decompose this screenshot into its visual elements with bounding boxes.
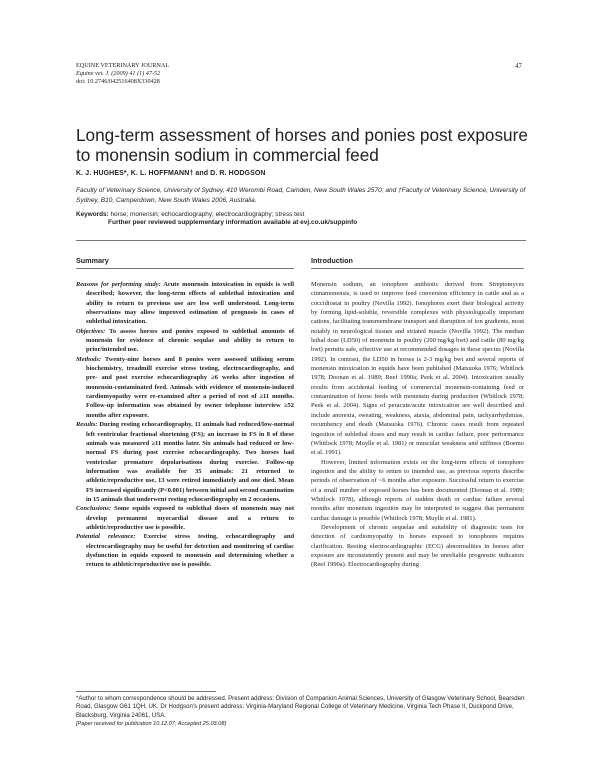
summary-label: Reasons for performing study: <box>76 281 161 288</box>
journal-doi: doi: 10.2746/042516408X330428 <box>76 78 160 85</box>
introduction-body <box>311 280 524 570</box>
summary-label: Objectives: <box>76 327 106 335</box>
summary-text: Twenty-nine horses and 8 ponies were assessed utilising serum biochemistry, treadmill exercise stress testing, electrocardiography, and pre- and post exercise echocardiography ≥6 weeks after ingestion of monensin-contaminated feed. Animals with evidence of monensin-induced cardiomyopathy were re-examined after a period of rest of ≥11 months. Follow-up information was obtained by owner telephone interview ≥52 months after exposure. <box>86 355 294 419</box>
intro-paragraph: However, limited information exists on the long-term effects of ionophore ingestion and the ability to return to intended use, as previous reports describe periods of observation of <6 months after exposure. Successful return to exercise of a small number of exposed horses has been documented (Doonan et al. 1989; Whitlock 1978), although reports of sudden death or cardiac failure several months after monensin ingestion may be interpreted to suggest that permanent cardiac damage is possible (Whitlock 1978; Muylle et al. 1981). <box>311 458 524 522</box>
divider <box>76 240 526 241</box>
received-dates: [Paper received for publication 10.12.07; Accepted 25.03.08] <box>76 721 226 728</box>
summary-label: Conclusions: <box>76 505 112 513</box>
summary-section <box>76 327 294 355</box>
article-title: Long-term assessment of horses and ponies post exposure to monensin sodium in commercial feed <box>76 125 528 165</box>
summary-label: Results: <box>76 421 98 429</box>
summary-body <box>76 280 294 570</box>
summary-text: Exercise stress testing, echocardiography and electrocardiography may be useful for detection and monitoring of cardiac dysfunction in equids exposed to monensin and determining whether a return to athletic/reproductive use is possible. <box>86 533 295 569</box>
footnote <box>76 695 526 729</box>
introduction-heading-rule <box>311 268 524 269</box>
footnote-rule <box>76 691 216 692</box>
supplementary-info-link[interactable]: Further peer reviewed supplementary information available at evj.co.uk/suppinfo <box>108 219 358 226</box>
summary-label: Potential relevance: <box>76 533 136 541</box>
summary-section <box>76 532 294 569</box>
summary-text: During resting echocardiography, 11 animals had reduced/low-normal left ventricular fractional shortening (FS); an increase in FS in 8 of these animals was measured ≥11 months later. Six animals had reduced or low-normal FS during post exercise echocardiography. Two horses had ventricular premature depolarisations during exercise. Follow-up information was available for 35 animals: 21 returned to athletic/reproductive use, 13 were retired immediately and one died. Mean FS increased significantly (P<0.001) between initial and second examination in 15 animals that underwent resting echocardiography on 2 occasions. <box>86 421 295 503</box>
page-number: 47 <box>515 62 522 70</box>
journal-header <box>76 62 169 86</box>
journal-name: EQUINE VETERINARY JOURNAL <box>76 62 170 69</box>
introduction-heading: Introduction <box>311 256 353 265</box>
summary-section <box>76 280 294 327</box>
article-affiliations: Faculty of Veterinary Science, University of Sydney, 410 Werombi Road, Camden, New South Wales 2570; and †Faculty of Veterinary Science, University of Sydney, B10, Camperdown, New South Wales 2006, Australia. <box>76 187 526 204</box>
summary-text: Some equids exposed to sublethal doses of monensin may not develop permanent myocardial disease and a return to athletic/reproductive use is possible. <box>86 505 294 531</box>
summary-heading: Summary <box>76 256 109 265</box>
summary-label: Methods: <box>76 355 102 363</box>
journal-citation: Equine vet. J. (2009) 41 (1) 47-52 <box>76 70 161 77</box>
summary-heading-rule <box>76 268 294 269</box>
intro-paragraph: Development of chronic sequelae and suitability of diagnostic tests for detection of cardiomyopathy in horses exposed to ionophores requires clarification. Resting electrocardiographic (ECG) abnormalities in horses after exposure are inconsistently present and may be unreliable prognostic indicators (Reef 1990a). Electrocardiography during <box>311 523 524 569</box>
summary-text: Acute monensin intoxication in equids is well described; however, the long-term effects of sublethal intoxication and ability to return to previous use are less well understood. Long-term observations may allow improved estimation of prognosis in cases of sublethal intoxication. <box>86 281 295 326</box>
summary-section <box>76 420 294 504</box>
summary-text: To assess horses and ponies exposed to sublethal amounts of monensin for evidence of chronic sequlae and ability to return to prior/intended use. <box>86 327 294 354</box>
footnote-text: *Author to whom correspondence should be addressed. Present address: Division of Companion Animal Sciences, University of Glasgow Veterinary School, Bearsden Road, Glasgow G61 1QH, UK. Dr Hodgson's present address: Virginia-Maryland Regional College of Veterinary Medicine, Virginia Tech Phase II, Duckpond Drive, Blacksburg, Virginia 24061, USA. <box>76 695 525 719</box>
summary-section <box>76 504 294 532</box>
summary-section <box>76 355 294 420</box>
intro-paragraph: Monensin sodium, an ionophore antibiotic derived from Streptomyces cinnamonensis, is used to improve feed conversion efficiency in cattle and as a coccidiostat in poultry (Novilla 1992). Ionophores exert their biological activity by forming lipid-soluble, reversible complexes with physiologically important cations, facilitating transmembrane transport and disruption of ion gradients, most notably in neurological tissues and striated muscle (Novilla 1992). The median lethal dose (LD50) of monensin in poultry (200 mg/kg bwt) and cattle (80 mg/kg bwt) permits safe, effective use at recommended dosages in these species (Novilla 1992). In contrast, the LD50 in horses is 2-3 mg/kg bwt and several reports of monensin intoxication in equids have been published (Matsuoka 1976; Whitlock 1978; Doonan et al. 1989; Reef 1990a; Peek et al. 2004). Intoxication usually results from accidental feeding of commercial monensin-containing feed or contamination of horse feeds with monensin during production (Whitlock 1978; Peek et al. 2004). Signs of peracute/acute intoxication are well described and include anorexia, sweating, weakness, ataxia, abdominal pain, tachyarrhythmias, recumbency and death (Matsuoka 1976). Chronic cases result from repeated ingestion of sublethal doses and may result in cardiac failure, poor performance (Whitlock 1978; Muylle et al. 1981) or muscular weakness and stiffness (Boemo et al. 1991). <box>311 281 524 457</box>
article-authors: K. J. HUGHES*, K. L. HOFFMANN† and D. R. HODGSON <box>76 170 266 177</box>
keywords-label: Keywords: <box>76 211 109 218</box>
keywords-text: horse; monensin; echocardiography; electrocardiography; stress test <box>110 211 305 218</box>
